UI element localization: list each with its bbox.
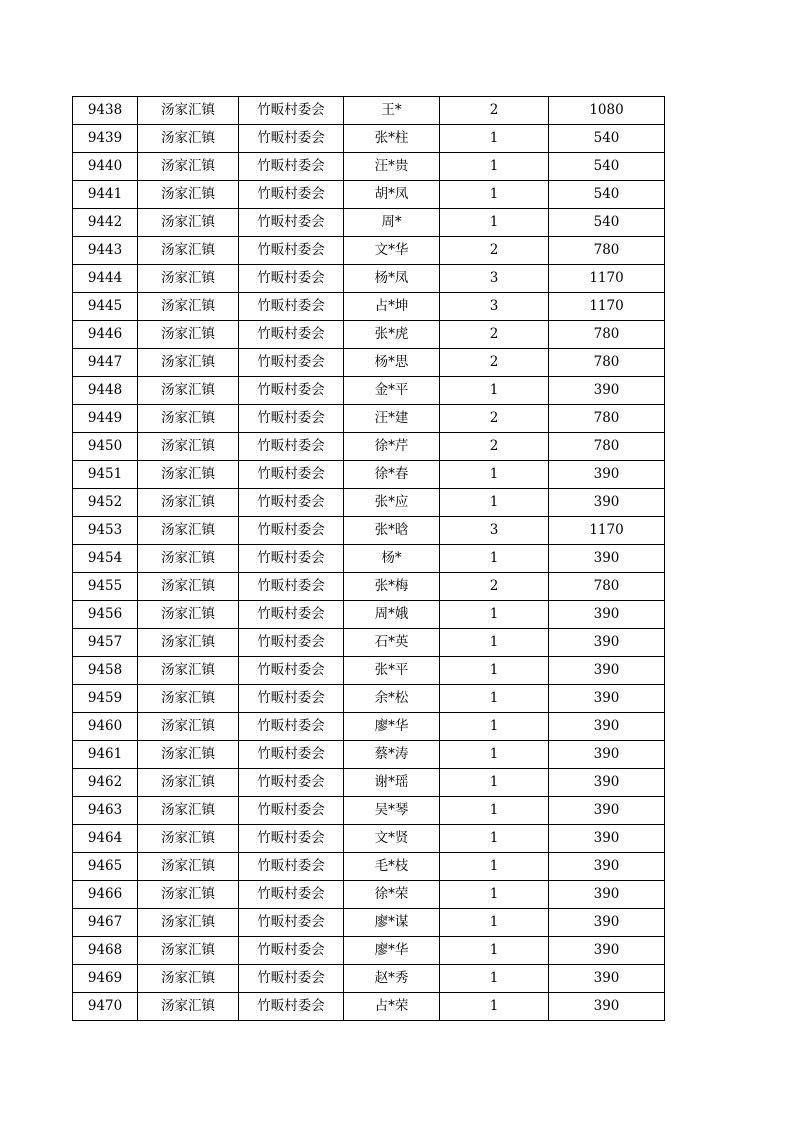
- town-cell: 汤家汇镇: [138, 825, 239, 853]
- count-cell: 2: [440, 433, 549, 461]
- table-row: [73, 601, 665, 629]
- town-cell: 汤家汇镇: [138, 97, 239, 125]
- name-cell: 谢*瑶: [344, 769, 440, 797]
- town-cell: 汤家汇镇: [138, 181, 239, 209]
- name-cell: 张*应: [344, 489, 440, 517]
- count-cell: 1: [440, 825, 549, 853]
- table-row: [73, 405, 665, 433]
- table-row: [73, 125, 665, 153]
- village-committee-cell: 竹畈村委会: [239, 433, 344, 461]
- name-cell: 徐*春: [344, 461, 440, 489]
- name-cell: 王*: [344, 97, 440, 125]
- town-cell: 汤家汇镇: [138, 741, 239, 769]
- count-cell: 1: [440, 657, 549, 685]
- village-committee-cell: 竹畈村委会: [239, 685, 344, 713]
- town-cell: 汤家汇镇: [138, 993, 239, 1021]
- table-row: [73, 181, 665, 209]
- town-cell: 汤家汇镇: [138, 601, 239, 629]
- town-cell: 汤家汇镇: [138, 349, 239, 377]
- row-number-cell: 9467: [73, 909, 138, 937]
- row-number-cell: 9459: [73, 685, 138, 713]
- amount-cell: 1080: [549, 97, 665, 125]
- town-cell: 汤家汇镇: [138, 125, 239, 153]
- name-cell: 张*晗: [344, 517, 440, 545]
- count-cell: 1: [440, 937, 549, 965]
- village-committee-cell: 竹畈村委会: [239, 657, 344, 685]
- amount-cell: 390: [549, 909, 665, 937]
- town-cell: 汤家汇镇: [138, 237, 239, 265]
- table-row: [73, 797, 665, 825]
- row-number-cell: 9466: [73, 881, 138, 909]
- name-cell: 赵*秀: [344, 965, 440, 993]
- table-row: [73, 657, 665, 685]
- village-committee-cell: 竹畈村委会: [239, 937, 344, 965]
- table-row: [73, 433, 665, 461]
- amount-cell: 390: [549, 489, 665, 517]
- row-number-cell: 9461: [73, 741, 138, 769]
- count-cell: 1: [440, 629, 549, 657]
- table-row: [73, 97, 665, 125]
- count-cell: 1: [440, 181, 549, 209]
- amount-cell: 780: [549, 321, 665, 349]
- row-number-cell: 9452: [73, 489, 138, 517]
- table-row: [73, 965, 665, 993]
- row-number-cell: 9440: [73, 153, 138, 181]
- village-committee-cell: 竹畈村委会: [239, 489, 344, 517]
- amount-cell: 390: [549, 685, 665, 713]
- village-committee-cell: 竹畈村委会: [239, 405, 344, 433]
- name-cell: 张*梅: [344, 573, 440, 601]
- count-cell: 1: [440, 377, 549, 405]
- count-cell: 1: [440, 741, 549, 769]
- table-row: [73, 909, 665, 937]
- name-cell: 胡*凤: [344, 181, 440, 209]
- row-number-cell: 9446: [73, 321, 138, 349]
- name-cell: 张*虎: [344, 321, 440, 349]
- name-cell: 文*华: [344, 237, 440, 265]
- village-committee-cell: 竹畈村委会: [239, 237, 344, 265]
- row-number-cell: 9438: [73, 97, 138, 125]
- row-number-cell: 9439: [73, 125, 138, 153]
- name-cell: 汪*建: [344, 405, 440, 433]
- count-cell: 3: [440, 293, 549, 321]
- amount-cell: 780: [549, 237, 665, 265]
- name-cell: 余*松: [344, 685, 440, 713]
- town-cell: 汤家汇镇: [138, 573, 239, 601]
- table-body: [73, 97, 665, 1021]
- row-number-cell: 9456: [73, 601, 138, 629]
- name-cell: 廖*华: [344, 937, 440, 965]
- table-row: [73, 685, 665, 713]
- table-row: [73, 881, 665, 909]
- row-number-cell: 9462: [73, 769, 138, 797]
- town-cell: 汤家汇镇: [138, 489, 239, 517]
- name-cell: 石*英: [344, 629, 440, 657]
- village-committee-cell: 竹畈村委会: [239, 573, 344, 601]
- amount-cell: 390: [549, 769, 665, 797]
- name-cell: 占*坤: [344, 293, 440, 321]
- amount-cell: 540: [549, 125, 665, 153]
- name-cell: 文*贤: [344, 825, 440, 853]
- row-number-cell: 9451: [73, 461, 138, 489]
- name-cell: 汪*贵: [344, 153, 440, 181]
- table-row: [73, 573, 665, 601]
- town-cell: 汤家汇镇: [138, 881, 239, 909]
- amount-cell: 1170: [549, 265, 665, 293]
- data-table: [72, 96, 665, 1021]
- amount-cell: 390: [549, 657, 665, 685]
- count-cell: 1: [440, 853, 549, 881]
- count-cell: 3: [440, 265, 549, 293]
- village-committee-cell: 竹畈村委会: [239, 377, 344, 405]
- village-committee-cell: 竹畈村委会: [239, 181, 344, 209]
- name-cell: 张*平: [344, 657, 440, 685]
- amount-cell: 390: [549, 853, 665, 881]
- count-cell: 1: [440, 769, 549, 797]
- amount-cell: 390: [549, 741, 665, 769]
- village-committee-cell: 竹畈村委会: [239, 629, 344, 657]
- amount-cell: 390: [549, 937, 665, 965]
- village-committee-cell: 竹畈村委会: [239, 349, 344, 377]
- amount-cell: 780: [549, 405, 665, 433]
- name-cell: 毛*枝: [344, 853, 440, 881]
- name-cell: 周*: [344, 209, 440, 237]
- row-number-cell: 9453: [73, 517, 138, 545]
- count-cell: 1: [440, 797, 549, 825]
- row-number-cell: 9441: [73, 181, 138, 209]
- table-row: [73, 853, 665, 881]
- table-row: [73, 825, 665, 853]
- row-number-cell: 9443: [73, 237, 138, 265]
- town-cell: 汤家汇镇: [138, 545, 239, 573]
- count-cell: 1: [440, 685, 549, 713]
- table-row: [73, 993, 665, 1021]
- row-number-cell: 9457: [73, 629, 138, 657]
- row-number-cell: 9454: [73, 545, 138, 573]
- town-cell: 汤家汇镇: [138, 461, 239, 489]
- table-row: [73, 713, 665, 741]
- amount-cell: 540: [549, 153, 665, 181]
- town-cell: 汤家汇镇: [138, 293, 239, 321]
- row-number-cell: 9447: [73, 349, 138, 377]
- row-number-cell: 9460: [73, 713, 138, 741]
- row-number-cell: 9450: [73, 433, 138, 461]
- count-cell: 1: [440, 965, 549, 993]
- count-cell: 3: [440, 517, 549, 545]
- row-number-cell: 9468: [73, 937, 138, 965]
- count-cell: 2: [440, 405, 549, 433]
- table-row: [73, 769, 665, 797]
- count-cell: 1: [440, 461, 549, 489]
- amount-cell: 390: [549, 797, 665, 825]
- amount-cell: 390: [549, 461, 665, 489]
- village-committee-cell: 竹畈村委会: [239, 825, 344, 853]
- count-cell: 1: [440, 881, 549, 909]
- count-cell: 1: [440, 153, 549, 181]
- village-committee-cell: 竹畈村委会: [239, 461, 344, 489]
- name-cell: 徐*芹: [344, 433, 440, 461]
- row-number-cell: 9469: [73, 965, 138, 993]
- count-cell: 1: [440, 993, 549, 1021]
- amount-cell: 540: [549, 209, 665, 237]
- count-cell: 1: [440, 713, 549, 741]
- amount-cell: 390: [549, 881, 665, 909]
- town-cell: 汤家汇镇: [138, 629, 239, 657]
- village-committee-cell: 竹畈村委会: [239, 321, 344, 349]
- village-committee-cell: 竹畈村委会: [239, 769, 344, 797]
- count-cell: 2: [440, 97, 549, 125]
- table-row: [73, 937, 665, 965]
- count-cell: 2: [440, 573, 549, 601]
- town-cell: 汤家汇镇: [138, 517, 239, 545]
- town-cell: 汤家汇镇: [138, 265, 239, 293]
- village-committee-cell: 竹畈村委会: [239, 881, 344, 909]
- amount-cell: 390: [549, 993, 665, 1021]
- village-committee-cell: 竹畈村委会: [239, 853, 344, 881]
- village-committee-cell: 竹畈村委会: [239, 909, 344, 937]
- village-committee-cell: 竹畈村委会: [239, 601, 344, 629]
- village-committee-cell: 竹畈村委会: [239, 965, 344, 993]
- table-row: [73, 293, 665, 321]
- village-committee-cell: 竹畈村委会: [239, 713, 344, 741]
- row-number-cell: 9470: [73, 993, 138, 1021]
- table-row: [73, 377, 665, 405]
- name-cell: 张*柱: [344, 125, 440, 153]
- village-committee-cell: 竹畈村委会: [239, 545, 344, 573]
- name-cell: 蔡*涛: [344, 741, 440, 769]
- row-number-cell: 9442: [73, 209, 138, 237]
- amount-cell: 780: [549, 573, 665, 601]
- name-cell: 杨*: [344, 545, 440, 573]
- row-number-cell: 9455: [73, 573, 138, 601]
- count-cell: 1: [440, 209, 549, 237]
- village-committee-cell: 竹畈村委会: [239, 153, 344, 181]
- town-cell: 汤家汇镇: [138, 153, 239, 181]
- village-committee-cell: 竹畈村委会: [239, 517, 344, 545]
- count-cell: 2: [440, 349, 549, 377]
- village-committee-cell: 竹畈村委会: [239, 265, 344, 293]
- count-cell: 1: [440, 545, 549, 573]
- town-cell: 汤家汇镇: [138, 909, 239, 937]
- town-cell: 汤家汇镇: [138, 769, 239, 797]
- count-cell: 1: [440, 601, 549, 629]
- row-number-cell: 9463: [73, 797, 138, 825]
- name-cell: 杨*凤: [344, 265, 440, 293]
- town-cell: 汤家汇镇: [138, 433, 239, 461]
- table-row: [73, 489, 665, 517]
- count-cell: 2: [440, 321, 549, 349]
- table-row: [73, 349, 665, 377]
- amount-cell: 540: [549, 181, 665, 209]
- name-cell: 廖*谋: [344, 909, 440, 937]
- table-row: [73, 629, 665, 657]
- row-number-cell: 9445: [73, 293, 138, 321]
- town-cell: 汤家汇镇: [138, 937, 239, 965]
- count-cell: 1: [440, 489, 549, 517]
- amount-cell: 390: [549, 629, 665, 657]
- amount-cell: 1170: [549, 517, 665, 545]
- row-number-cell: 9449: [73, 405, 138, 433]
- amount-cell: 390: [549, 965, 665, 993]
- town-cell: 汤家汇镇: [138, 853, 239, 881]
- amount-cell: 390: [549, 601, 665, 629]
- table-row: [73, 153, 665, 181]
- amount-cell: 390: [549, 825, 665, 853]
- table-row: [73, 321, 665, 349]
- town-cell: 汤家汇镇: [138, 797, 239, 825]
- table-row: [73, 741, 665, 769]
- town-cell: 汤家汇镇: [138, 405, 239, 433]
- town-cell: 汤家汇镇: [138, 685, 239, 713]
- row-number-cell: 9444: [73, 265, 138, 293]
- amount-cell: 390: [549, 545, 665, 573]
- name-cell: 吴*琴: [344, 797, 440, 825]
- table-row: [73, 265, 665, 293]
- row-number-cell: 9458: [73, 657, 138, 685]
- amount-cell: 390: [549, 377, 665, 405]
- name-cell: 杨*思: [344, 349, 440, 377]
- town-cell: 汤家汇镇: [138, 321, 239, 349]
- amount-cell: 780: [549, 433, 665, 461]
- name-cell: 占*荣: [344, 993, 440, 1021]
- village-committee-cell: 竹畈村委会: [239, 293, 344, 321]
- town-cell: 汤家汇镇: [138, 965, 239, 993]
- village-committee-cell: 竹畈村委会: [239, 797, 344, 825]
- name-cell: 徐*荣: [344, 881, 440, 909]
- count-cell: 2: [440, 237, 549, 265]
- village-committee-cell: 竹畈村委会: [239, 741, 344, 769]
- table-row: [73, 237, 665, 265]
- table-row: [73, 209, 665, 237]
- table-row: [73, 517, 665, 545]
- table-row: [73, 545, 665, 573]
- village-committee-cell: 竹畈村委会: [239, 209, 344, 237]
- town-cell: 汤家汇镇: [138, 377, 239, 405]
- table-row: [73, 461, 665, 489]
- town-cell: 汤家汇镇: [138, 713, 239, 741]
- amount-cell: 390: [549, 713, 665, 741]
- village-committee-cell: 竹畈村委会: [239, 993, 344, 1021]
- amount-cell: 1170: [549, 293, 665, 321]
- amount-cell: 780: [549, 349, 665, 377]
- village-committee-cell: 竹畈村委会: [239, 125, 344, 153]
- town-cell: 汤家汇镇: [138, 209, 239, 237]
- count-cell: 1: [440, 125, 549, 153]
- count-cell: 1: [440, 909, 549, 937]
- row-number-cell: 9464: [73, 825, 138, 853]
- village-committee-cell: 竹畈村委会: [239, 97, 344, 125]
- row-number-cell: 9448: [73, 377, 138, 405]
- town-cell: 汤家汇镇: [138, 657, 239, 685]
- name-cell: 周*娥: [344, 601, 440, 629]
- name-cell: 廖*华: [344, 713, 440, 741]
- name-cell: 金*平: [344, 377, 440, 405]
- row-number-cell: 9465: [73, 853, 138, 881]
